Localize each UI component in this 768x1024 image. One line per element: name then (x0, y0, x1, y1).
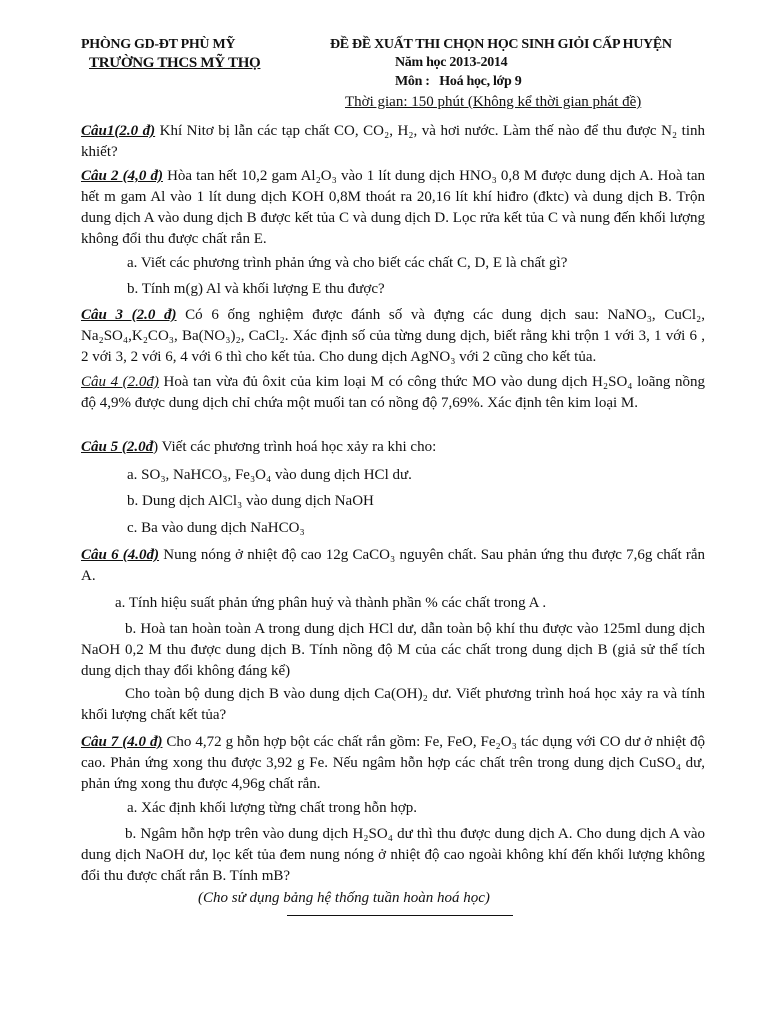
question-1-label: Câu1(2.0 đ) (81, 123, 156, 139)
question-5-part-c: c. Ba vào dung dịch NaHCO₃ (127, 520, 305, 536)
question-6-label: Câu 6 (4.0đ) (81, 547, 160, 563)
question-7-part-b: b. Ngâm hỗn hợp trên vào dung dịch H₂SO₄ dư thì thu được dung dịch A. Cho dung dịch A vào dung dịch NaOH dư, lọc kết tủa đem nung nóng ở nhiệt độ cao ngoài không khí đến khối lượng không đổi thu được chất rắn B. Tính mB? (81, 826, 705, 884)
exam-duration: Thời gian: 150 phút (Không kể thời gian phát đề) (345, 94, 642, 110)
department-name: PHÒNG GD-ĐT PHÙ MỸ (81, 37, 236, 52)
question-4-text: Hoà tan vừa đủ ôxit của kim loại M có công thức MO vào dung dịch H₂SO₄ loãng nồng độ 4,9% được dung dịch chỉ chứa một muối tan có nồng độ 7,69%. Xác định tên kim loại M. (81, 374, 705, 411)
question-7-label: Câu 7 (4.0 đ) (81, 734, 163, 750)
question-3-text: Có 6 ống nghiệm được đánh số và đựng các dung dịch sau: NaNO₃, CuCl₂, Na₂SO₄,K₂CO₃, Ba(NO₃)₂, CaCl₂. Xác định số của từng dung dịch, biết rằng khi trộn 1 với 3, 1 với 6 , 2 với 3, 2 với 6, 4 với 6 thì cho kết tủa. Cho dung dịch AgNO₃ với 2 cũng cho kết tủa. (81, 307, 705, 365)
question-6-part-a: a. Tính hiệu suất phản ứng phân huỷ và thành phần % các chất trong A . (115, 595, 547, 611)
question-7-part-a: a. Xác định khối lượng từng chất trong hỗn hợp. (127, 800, 417, 816)
subject-label: Môn : (395, 74, 430, 89)
question-6-text: Nung nóng ở nhiệt độ cao 12g CaCO₃ nguyên chất. Sau phản ứng thu được 7,6g chất rắn A. (81, 547, 705, 584)
question-6 (81, 545, 705, 587)
school-name: TRƯỜNG THCS MỸ THỌ (89, 55, 261, 71)
question-2-label: Câu 2 (4,0 đ) (81, 168, 163, 184)
question-4-label: Câu 4 (2.0đ) (81, 374, 159, 390)
question-4 (81, 372, 705, 414)
question-2-part-a: a. Viết các phương trình phản ứng và cho biết các chất C, D, E là chất gì? (127, 255, 568, 271)
subject-value: Hoá học, lớp 9 (439, 74, 522, 89)
question-5-part-a: a. SO₃, NaHCO₃, Fe₃O₄ vào dung dịch HCl dư. (127, 467, 412, 483)
question-6-part-c: Cho toàn bộ dung dịch B vào dung dịch Ca(OH)₂ dư. Viết phương trình hoá học xảy ra và tính khối lượng chất kết tủa? (81, 686, 705, 723)
question-2-text: Hòa tan hết 10,2 gam Al₂O₃ vào 1 lít dung dịch HNO₃ 0,8 M được dung dịch A. Hoà tan hết m gam Al vào 1 lít dung dịch KOH 0,8M thoát ra 20,16 lít khí hiđro (đktc) và dung dịch B. Trộn dung dịch A vào dung dịch B được kết tủa C và dung dịch D. Lọc rửa kết tủa C và nung đến khối lượng không đổi thu được chất rắn E. (81, 168, 705, 247)
question-1 (81, 121, 705, 163)
question-5-label: Câu 5 (2.0đ (81, 439, 154, 455)
exam-title: ĐỀ ĐỀ XUẤT THI CHỌN HỌC SINH GIỎI CẤP HUYỆN (330, 37, 672, 52)
school-year: Năm học 2013-2014 (395, 55, 508, 70)
question-1-text: Khí Nitơ bị lẫn các tạp chất CO, CO₂, H₂, và hơi nước. Làm thế nào để thu được N₂ tinh khiết? (81, 123, 706, 160)
question-7-text: Cho 4,72 g hỗn hợp bột các chất rắn gồm: Fe, FeO, Fe₂O₃ tác dụng với CO dư ở nhiệt độ cao. Phản ứng xong thu được 3,92 g Fe. Nếu ngâm hỗn hợp các chất trên trong dung dịch CuSO₄ dư, phản ứng xong thu được 4,96g chất rắn. (81, 734, 705, 792)
footer-note: (Cho sử dụng bảng hệ thống tuần hoàn hoá học) (198, 890, 490, 906)
question-5-text: Viết các phương trình hoá học xảy ra khi cho: (158, 439, 437, 455)
footer-rule (287, 915, 513, 916)
question-3 (81, 305, 705, 368)
question-3-label: Câu 3 (2.0 đ) (81, 307, 177, 323)
question-5-part-b: b. Dung dịch AlCl₃ vào dung dịch NaOH (127, 493, 374, 509)
question-2-part-b: b. Tính m(g) Al và khối lượng E thu được? (127, 281, 385, 297)
question-7 (81, 732, 705, 795)
question-6-part-b: b. Hoà tan hoàn toàn A trong dung dịch HCl dư, dẫn toàn bộ khí thu được vào 125ml dung dịch NaOH 0,2 M thu được dung dịch B. Tính nồng độ M của các chất trong dung dịch B (giả sử thể tích dung dịch thay đổi không đáng kể) (81, 621, 705, 679)
question-2 (81, 166, 705, 250)
question-5: Câu 5 (2.0đ) Viết các phương trình hoá học xảy ra khi cho: (81, 439, 437, 455)
subject-line (395, 74, 521, 90)
